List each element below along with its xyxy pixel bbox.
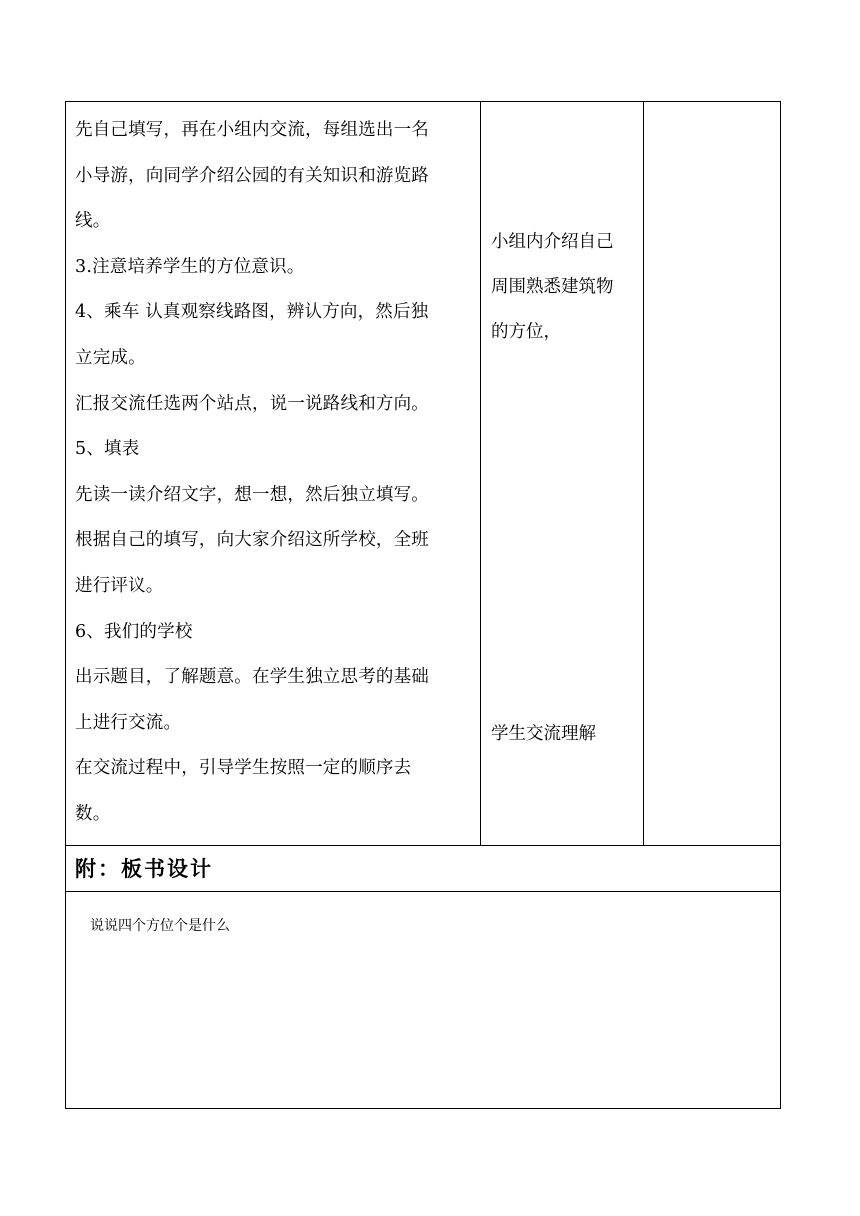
teacher-activity-line: 数。 xyxy=(75,803,111,824)
notes-cell xyxy=(644,102,781,846)
student-activity-line: 小组内介绍自己 xyxy=(491,232,614,252)
process-row xyxy=(66,102,781,846)
board-design-row xyxy=(66,892,781,1109)
appendix-header-row xyxy=(66,846,781,892)
teacher-activity-line: 先读一读介绍文字，想一想，然后独立填写。 xyxy=(75,484,429,505)
teacher-activity-line: 根据自己的填写，向大家介绍这所学校，全班 xyxy=(75,530,429,551)
teacher-activity-line: 先自己填写，再在小组内交流，每组选出一名 xyxy=(75,120,429,140)
appendix-header-cell xyxy=(66,846,781,892)
teacher-activity-line: 在交流过程中，引导学生按照一定的顺序去 xyxy=(75,758,412,779)
student-activity-note-2: 学生交流理解 xyxy=(491,724,596,744)
teacher-activity-text xyxy=(66,102,480,838)
teacher-activity-line: 立完成。 xyxy=(75,347,146,368)
teacher-activity-line: 6、我们的学校 xyxy=(75,621,193,642)
teacher-activity-line: 小导游，向同学介绍公园的有关知识和游览路 xyxy=(75,165,429,186)
student-activity-note xyxy=(491,220,614,355)
teacher-activity-line: 进行评议。 xyxy=(75,575,164,596)
board-design-text: 说说四个方位个是什么 xyxy=(90,918,230,934)
student-activity-line: 周围熟悉建筑物 xyxy=(491,277,614,297)
teacher-activity-line: 3.注意培养学生的方位意识。 xyxy=(75,256,305,277)
appendix-title: 附：板书设计 xyxy=(75,856,213,881)
teacher-activity-line: 出示题目，了解题意。在学生独立思考的基础 xyxy=(75,667,429,688)
teacher-activity-line: 4、乘车 认真观察线路图，辨认方向，然后独 xyxy=(75,302,429,323)
teacher-activity-line: 线。 xyxy=(75,211,111,232)
board-design-cell xyxy=(66,892,781,1109)
teacher-activity-line: 汇报交流任选两个站点，说一说路线和方向。 xyxy=(75,393,429,414)
teacher-activity-line: 上进行交流。 xyxy=(75,712,182,733)
student-activity-line: 的方位， xyxy=(491,322,561,342)
teacher-activity-cell xyxy=(66,102,481,846)
student-activity-cell xyxy=(481,102,644,846)
teacher-activity-line: 5、填表 xyxy=(75,439,140,460)
lesson-plan-table xyxy=(65,101,781,1109)
